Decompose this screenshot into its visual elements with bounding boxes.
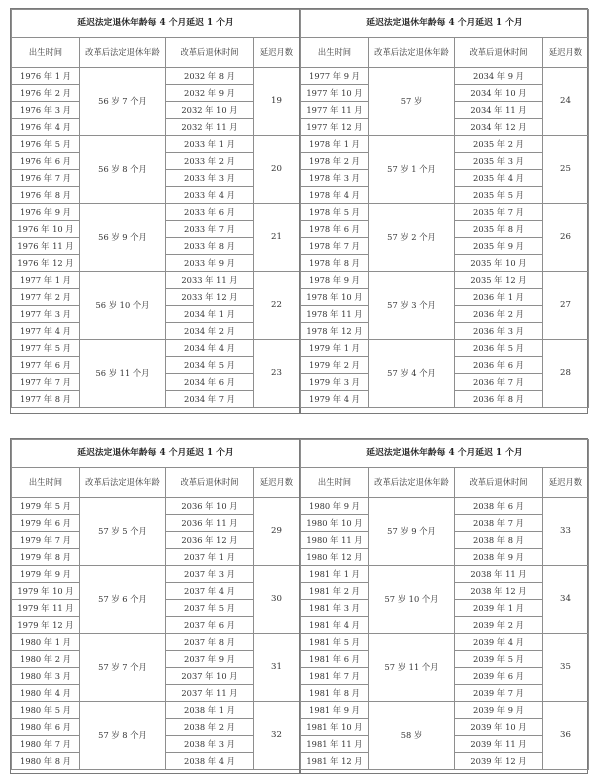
birth-date-cell: 1976 年 5 月 (12, 136, 80, 153)
retirement-date-cell: 2033 年 4 月 (166, 187, 254, 204)
birth-date-cell: 1981 年 6 月 (301, 651, 369, 668)
retirement-date-cell: 2033 年 12 月 (166, 289, 254, 306)
retirement-date-cell: 2038 年 8 月 (455, 532, 543, 549)
retirement-date-cell: 2033 年 2 月 (166, 153, 254, 170)
delay-months-cell: 29 (254, 498, 300, 566)
birth-date-cell: 1980 年 10 月 (301, 515, 369, 532)
retirement-date-cell: 2038 年 11 月 (455, 566, 543, 583)
birth-date-cell: 1980 年 8 月 (12, 753, 80, 770)
birth-date-cell: 1980 年 11 月 (301, 532, 369, 549)
birth-date-cell: 1977 年 6 月 (12, 357, 80, 374)
retirement-date-cell: 2034 年 5 月 (166, 357, 254, 374)
retirement-date-cell: 2036 年 3 月 (455, 323, 543, 340)
birth-date-cell: 1977 年 11 月 (301, 102, 369, 119)
birth-date-cell: 1978 年 4 月 (301, 187, 369, 204)
retirement-date-cell: 2038 年 1 月 (166, 702, 254, 719)
table-row (301, 634, 589, 651)
delay-months-cell: 25 (543, 136, 589, 204)
delay-months-cell: 32 (254, 702, 300, 770)
birth-date-cell: 1979 年 9 月 (12, 566, 80, 583)
delay-months-cell: 19 (254, 68, 300, 136)
retirement-date-cell: 2038 年 4 月 (166, 753, 254, 770)
retirement-date-cell: 2033 年 9 月 (166, 255, 254, 272)
birth-date-cell: 1978 年 8 月 (301, 255, 369, 272)
retirement-date-cell: 2037 年 1 月 (166, 549, 254, 566)
birth-date-cell: 1979 年 1 月 (301, 340, 369, 357)
retirement-date-cell: 2036 年 6 月 (455, 357, 543, 374)
delay-months-cell: 26 (543, 204, 589, 272)
retirement-age-cell: 56 岁 11 个月 (80, 340, 166, 408)
birth-date-cell: 1981 年 9 月 (301, 702, 369, 719)
birth-date-cell: 1980 年 12 月 (301, 549, 369, 566)
retirement-date-cell: 2039 年 11 月 (455, 736, 543, 753)
retirement-date-cell: 2037 年 3 月 (166, 566, 254, 583)
birth-date-cell: 1976 年 4 月 (12, 119, 80, 136)
retirement-age-cell: 56 岁 8 个月 (80, 136, 166, 204)
retirement-date-cell: 2032 年 9 月 (166, 85, 254, 102)
retirement-date-cell: 2036 年 2 月 (455, 306, 543, 323)
table-title-row (12, 10, 300, 38)
birth-date-cell: 1977 年 9 月 (301, 68, 369, 85)
retirement-age-cell: 57 岁 9 个月 (369, 498, 455, 566)
birth-date-cell: 1980 年 9 月 (301, 498, 369, 515)
table-header-row (12, 38, 300, 68)
retirement-date-cell: 2035 年 12 月 (455, 272, 543, 289)
birth-date-cell: 1978 年 12 月 (301, 323, 369, 340)
birth-date-cell: 1978 年 2 月 (301, 153, 369, 170)
table-row (301, 272, 589, 289)
birth-date-cell: 1981 年 3 月 (301, 600, 369, 617)
retirement-date-cell: 2039 年 12 月 (455, 753, 543, 770)
table-header-row (301, 468, 589, 498)
birth-date-cell: 1976 年 10 月 (12, 221, 80, 238)
retirement-date-cell: 2035 年 3 月 (455, 153, 543, 170)
retirement-table (11, 9, 300, 408)
birth-date-cell: 1977 年 2 月 (12, 289, 80, 306)
table-title: 延迟法定退休年龄每 4 个月延迟 1 个月 (301, 440, 589, 468)
retirement-date-cell: 2039 年 7 月 (455, 685, 543, 702)
retirement-date-cell: 2034 年 10 月 (455, 85, 543, 102)
birth-date-cell: 1979 年 11 月 (12, 600, 80, 617)
birth-date-cell: 1977 年 1 月 (12, 272, 80, 289)
table-title-row (301, 10, 589, 38)
retirement-date-cell: 2035 年 2 月 (455, 136, 543, 153)
retirement-date-cell: 2039 年 2 月 (455, 617, 543, 634)
table-row (12, 272, 300, 289)
retirement-age-cell: 56 岁 9 个月 (80, 204, 166, 272)
birth-date-cell: 1977 年 4 月 (12, 323, 80, 340)
birth-date-cell: 1977 年 12 月 (301, 119, 369, 136)
retirement-date-cell: 2038 年 12 月 (455, 583, 543, 600)
birth-date-cell: 1979 年 4 月 (301, 391, 369, 408)
retirement-date-cell: 2039 年 6 月 (455, 668, 543, 685)
retirement-date-cell: 2036 年 7 月 (455, 374, 543, 391)
retirement-date-cell: 2039 年 10 月 (455, 719, 543, 736)
delay-months-cell: 34 (543, 566, 589, 634)
delay-months-cell: 35 (543, 634, 589, 702)
retirement-date-cell: 2033 年 11 月 (166, 272, 254, 289)
retirement-date-cell: 2038 年 3 月 (166, 736, 254, 753)
retirement-date-cell: 2034 年 1 月 (166, 306, 254, 323)
column-header: 改革后退休时间 (455, 468, 543, 498)
table-title: 延迟法定退休年龄每 4 个月延迟 1 个月 (301, 10, 589, 38)
retirement-date-cell: 2037 年 6 月 (166, 617, 254, 634)
retirement-page-bottom (10, 438, 588, 774)
table-row (12, 634, 300, 651)
table-header-row (12, 468, 300, 498)
birth-date-cell: 1977 年 5 月 (12, 340, 80, 357)
delay-months-cell: 28 (543, 340, 589, 408)
column-header: 延迟月数 (254, 468, 300, 498)
retirement-date-cell: 2037 年 8 月 (166, 634, 254, 651)
retirement-date-cell: 2037 年 5 月 (166, 600, 254, 617)
birth-date-cell: 1981 年 2 月 (301, 583, 369, 600)
retirement-date-cell: 2038 年 2 月 (166, 719, 254, 736)
table-row (301, 68, 589, 85)
retirement-date-cell: 2033 年 3 月 (166, 170, 254, 187)
birth-date-cell: 1978 年 9 月 (301, 272, 369, 289)
column-header: 改革后法定退休年龄 (80, 38, 166, 68)
birth-date-cell: 1979 年 6 月 (12, 515, 80, 532)
column-header: 延迟月数 (543, 38, 589, 68)
retirement-date-cell: 2035 年 7 月 (455, 204, 543, 221)
retirement-age-cell: 57 岁 8 个月 (80, 702, 166, 770)
retirement-date-cell: 2039 年 5 月 (455, 651, 543, 668)
delay-months-cell: 33 (543, 498, 589, 566)
retirement-table (300, 439, 589, 770)
birth-date-cell: 1980 年 1 月 (12, 634, 80, 651)
retirement-age-cell: 57 岁 4 个月 (369, 340, 455, 408)
retirement-date-cell: 2034 年 11 月 (455, 102, 543, 119)
birth-date-cell: 1981 年 10 月 (301, 719, 369, 736)
retirement-date-cell: 2038 年 9 月 (455, 549, 543, 566)
birth-date-cell: 1979 年 10 月 (12, 583, 80, 600)
column-header: 出生时间 (12, 38, 80, 68)
retirement-date-cell: 2036 年 11 月 (166, 515, 254, 532)
table-row (12, 702, 300, 719)
column-header: 延迟月数 (254, 38, 300, 68)
retirement-age-cell: 57 岁 6 个月 (80, 566, 166, 634)
retirement-date-cell: 2039 年 9 月 (455, 702, 543, 719)
retirement-age-cell: 57 岁 1 个月 (369, 136, 455, 204)
retirement-date-cell: 2033 年 7 月 (166, 221, 254, 238)
column-header: 改革后法定退休年龄 (369, 468, 455, 498)
column-header: 改革后退休时间 (455, 38, 543, 68)
birth-date-cell: 1981 年 12 月 (301, 753, 369, 770)
column-header: 延迟月数 (543, 468, 589, 498)
retirement-date-cell: 2037 年 10 月 (166, 668, 254, 685)
birth-date-cell: 1976 年 11 月 (12, 238, 80, 255)
birth-date-cell: 1976 年 7 月 (12, 170, 80, 187)
table-row (12, 498, 300, 515)
delay-months-cell: 21 (254, 204, 300, 272)
retirement-age-cell: 57 岁 7 个月 (80, 634, 166, 702)
birth-date-cell: 1980 年 6 月 (12, 719, 80, 736)
table-title: 延迟法定退休年龄每 4 个月延迟 1 个月 (12, 440, 300, 468)
table-row (12, 566, 300, 583)
retirement-date-cell: 2032 年 8 月 (166, 68, 254, 85)
birth-date-cell: 1981 年 4 月 (301, 617, 369, 634)
birth-date-cell: 1977 年 8 月 (12, 391, 80, 408)
retirement-age-cell: 56 岁 7 个月 (80, 68, 166, 136)
column-header: 改革后退休时间 (166, 38, 254, 68)
birth-date-cell: 1976 年 3 月 (12, 102, 80, 119)
retirement-date-cell: 2035 年 10 月 (455, 255, 543, 272)
delay-months-cell: 22 (254, 272, 300, 340)
birth-date-cell: 1976 年 6 月 (12, 153, 80, 170)
birth-date-cell: 1978 年 6 月 (301, 221, 369, 238)
retirement-page-top (10, 8, 588, 414)
retirement-date-cell: 2035 年 8 月 (455, 221, 543, 238)
retirement-date-cell: 2037 年 11 月 (166, 685, 254, 702)
birth-date-cell: 1980 年 7 月 (12, 736, 80, 753)
retirement-age-cell: 57 岁 5 个月 (80, 498, 166, 566)
delay-months-cell: 20 (254, 136, 300, 204)
birth-date-cell: 1981 年 1 月 (301, 566, 369, 583)
birth-date-cell: 1977 年 7 月 (12, 374, 80, 391)
retirement-age-cell: 57 岁 3 个月 (369, 272, 455, 340)
column-header: 出生时间 (301, 38, 369, 68)
retirement-age-cell: 56 岁 10 个月 (80, 272, 166, 340)
birth-date-cell: 1981 年 5 月 (301, 634, 369, 651)
birth-date-cell: 1978 年 7 月 (301, 238, 369, 255)
birth-date-cell: 1978 年 5 月 (301, 204, 369, 221)
retirement-age-cell: 57 岁 11 个月 (369, 634, 455, 702)
birth-date-cell: 1979 年 7 月 (12, 532, 80, 549)
retirement-date-cell: 2034 年 2 月 (166, 323, 254, 340)
birth-date-cell: 1980 年 5 月 (12, 702, 80, 719)
retirement-date-cell: 2034 年 12 月 (455, 119, 543, 136)
retirement-date-cell: 2036 年 5 月 (455, 340, 543, 357)
table-row (301, 566, 589, 583)
table-row (12, 68, 300, 85)
retirement-date-cell: 2032 年 11 月 (166, 119, 254, 136)
birth-date-cell: 1979 年 5 月 (12, 498, 80, 515)
retirement-date-cell: 2034 年 7 月 (166, 391, 254, 408)
retirement-date-cell: 2034 年 6 月 (166, 374, 254, 391)
birth-date-cell: 1978 年 3 月 (301, 170, 369, 187)
birth-date-cell: 1976 年 2 月 (12, 85, 80, 102)
table-header-row (301, 38, 589, 68)
birth-date-cell: 1977 年 10 月 (301, 85, 369, 102)
retirement-date-cell: 2037 年 4 月 (166, 583, 254, 600)
retirement-date-cell: 2032 年 10 月 (166, 102, 254, 119)
delay-months-cell: 31 (254, 634, 300, 702)
retirement-date-cell: 2035 年 4 月 (455, 170, 543, 187)
retirement-date-cell: 2037 年 9 月 (166, 651, 254, 668)
retirement-date-cell: 2033 年 8 月 (166, 238, 254, 255)
delay-months-cell: 30 (254, 566, 300, 634)
table-row (301, 702, 589, 719)
table-row (301, 498, 589, 515)
retirement-date-cell: 2039 年 4 月 (455, 634, 543, 651)
column-header: 出生时间 (301, 468, 369, 498)
delay-months-cell: 24 (543, 68, 589, 136)
birth-date-cell: 1976 年 12 月 (12, 255, 80, 272)
birth-date-cell: 1978 年 11 月 (301, 306, 369, 323)
column-header: 改革后退休时间 (166, 468, 254, 498)
table-row (301, 136, 589, 153)
delay-months-cell: 23 (254, 340, 300, 408)
birth-date-cell: 1980 年 2 月 (12, 651, 80, 668)
table-row (12, 136, 300, 153)
retirement-date-cell: 2036 年 8 月 (455, 391, 543, 408)
table-title-row (12, 440, 300, 468)
retirement-age-cell: 58 岁 (369, 702, 455, 770)
retirement-date-cell: 2036 年 1 月 (455, 289, 543, 306)
birth-date-cell: 1976 年 8 月 (12, 187, 80, 204)
birth-date-cell: 1980 年 4 月 (12, 685, 80, 702)
retirement-age-cell: 57 岁 10 个月 (369, 566, 455, 634)
birth-date-cell: 1980 年 3 月 (12, 668, 80, 685)
retirement-date-cell: 2033 年 1 月 (166, 136, 254, 153)
birth-date-cell: 1978 年 1 月 (301, 136, 369, 153)
retirement-table (11, 439, 300, 770)
delay-months-cell: 36 (543, 702, 589, 770)
birth-date-cell: 1979 年 12 月 (12, 617, 80, 634)
delay-months-cell: 27 (543, 272, 589, 340)
retirement-date-cell: 2036 年 12 月 (166, 532, 254, 549)
birth-date-cell: 1981 年 7 月 (301, 668, 369, 685)
retirement-age-cell: 57 岁 (369, 68, 455, 136)
table-row (12, 204, 300, 221)
column-header: 改革后法定退休年龄 (80, 468, 166, 498)
birth-date-cell: 1979 年 8 月 (12, 549, 80, 566)
column-header: 改革后法定退休年龄 (369, 38, 455, 68)
birth-date-cell: 1976 年 1 月 (12, 68, 80, 85)
retirement-age-cell: 57 岁 2 个月 (369, 204, 455, 272)
retirement-date-cell: 2034 年 4 月 (166, 340, 254, 357)
retirement-table (300, 9, 589, 408)
retirement-date-cell: 2039 年 1 月 (455, 600, 543, 617)
retirement-date-cell: 2034 年 9 月 (455, 68, 543, 85)
table-title-row (301, 440, 589, 468)
table-row (12, 340, 300, 357)
table-row (301, 340, 589, 357)
retirement-date-cell: 2038 年 7 月 (455, 515, 543, 532)
table-title: 延迟法定退休年龄每 4 个月延迟 1 个月 (12, 10, 300, 38)
birth-date-cell: 1978 年 10 月 (301, 289, 369, 306)
birth-date-cell: 1976 年 9 月 (12, 204, 80, 221)
column-header: 出生时间 (12, 468, 80, 498)
retirement-date-cell: 2035 年 9 月 (455, 238, 543, 255)
birth-date-cell: 1977 年 3 月 (12, 306, 80, 323)
retirement-date-cell: 2036 年 10 月 (166, 498, 254, 515)
retirement-date-cell: 2033 年 6 月 (166, 204, 254, 221)
birth-date-cell: 1981 年 8 月 (301, 685, 369, 702)
birth-date-cell: 1981 年 11 月 (301, 736, 369, 753)
birth-date-cell: 1979 年 3 月 (301, 374, 369, 391)
birth-date-cell: 1979 年 2 月 (301, 357, 369, 374)
retirement-date-cell: 2038 年 6 月 (455, 498, 543, 515)
retirement-date-cell: 2035 年 5 月 (455, 187, 543, 204)
table-row (301, 204, 589, 221)
